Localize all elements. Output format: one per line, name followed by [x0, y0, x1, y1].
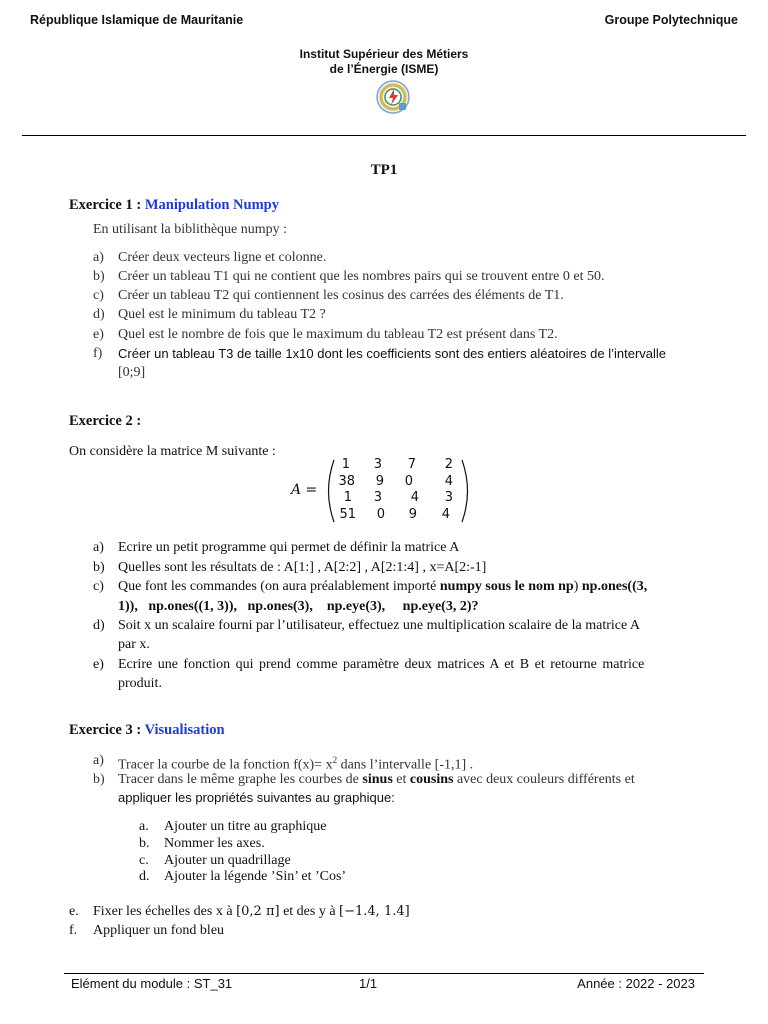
item-label: c): [93, 288, 104, 303]
item-text: Quel est le minimum du tableau T2 ?: [118, 307, 326, 322]
item-text-line1: Ecrire une fonction qui prend comme paramètre deux matrices A et B et retourne matrice: [118, 657, 645, 672]
matrix-cell: 0: [404, 474, 413, 489]
subitem-text: Ajouter un quadrillage: [164, 853, 291, 868]
matrix-cell: 4: [410, 490, 419, 505]
item-text-part: Fixer les échelles des x à: [93, 904, 237, 919]
matrix-cell: 38: [338, 474, 355, 489]
subitem-text: Nommer les axes.: [164, 836, 265, 851]
footer-page-number: 1/1: [359, 976, 378, 991]
item-label: a): [93, 540, 104, 555]
matrix-cell: 2: [444, 457, 453, 472]
math-interval: [0,2 π]: [236, 904, 280, 919]
item-text-line2: appliquer les propriétés suivantes au graphique:: [118, 790, 395, 805]
item-text: Quelles sont les résultats de : A[1:] , A[2:2] , A[2:1:4] , x=A[2:-1]: [118, 560, 487, 575]
exercise2-item-e: [93, 655, 703, 695]
item-text-line2: 1)), np.ones((1, 3)), np.ones(3), np.eye(3), np.eye(3, 2)?: [118, 599, 479, 614]
institute-name-line1: Institut Supérieur des Métiers: [299, 47, 469, 61]
item-text: Ecrire un petit programme qui permet de définir la matrice A: [118, 540, 460, 555]
item-bold-part: numpy sous le nom np: [439, 579, 574, 594]
exercise2-item-d: [93, 616, 703, 656]
header-country: République Islamique de Mauritanie: [30, 13, 244, 27]
subitem-label: b.: [139, 836, 150, 851]
matrix-cell: 3: [373, 490, 382, 505]
item-text-part: dans l’intervalle [-1,1] .: [337, 757, 474, 773]
exercise1-heading: [69, 197, 279, 214]
exponent: 2: [332, 755, 338, 765]
exercise3-heading: [69, 722, 225, 739]
item-label: e.: [69, 904, 79, 919]
item-text-line2: par x.: [118, 637, 150, 652]
item-text-line1: [118, 577, 647, 596]
exercise2-heading: Exercice 2 :: [69, 413, 142, 429]
exercise1-topic: Manipulation Numpy: [144, 197, 279, 213]
item-bold-part: cousins: [409, 772, 454, 787]
item-text-line2: [0;9]: [118, 365, 146, 380]
subitem-label: a.: [139, 819, 149, 834]
subitem-label: c.: [139, 853, 149, 868]
item-text: Appliquer un fond bleu: [93, 923, 225, 938]
matrix-cell: 4: [444, 474, 453, 489]
item-text: Créer deux vecteurs ligne et colonne.: [118, 250, 327, 265]
item-text-part: avec deux couleurs différents et: [453, 772, 635, 787]
matrix-cell: 9: [375, 474, 384, 489]
matrix-cell: 1: [343, 490, 352, 505]
item-text-part: Tracer dans le même graphe les courbes de: [118, 772, 363, 787]
subitem-label: d.: [139, 869, 150, 884]
matrix-a: [290, 457, 480, 523]
item-text-line1: Soit x un scalaire fourni par l’utilisateur, effectuez une multiplication scalaire de la matrice A: [118, 618, 641, 633]
matrix-cell: 0: [376, 507, 385, 522]
item-label: d): [93, 307, 105, 322]
item-label: b): [93, 269, 105, 284]
item-label: e): [93, 327, 104, 342]
matrix-cell: 7: [407, 457, 416, 472]
isme-logo-icon: [375, 79, 411, 115]
item-label: b): [93, 560, 105, 575]
item-label: f): [93, 346, 103, 361]
item-bold-part: np.ones((3,: [581, 579, 648, 594]
item-text: Quel est le nombre de fois que le maximum du tableau T2 est présent dans T2.: [118, 327, 558, 342]
item-text-line2: produit.: [118, 676, 162, 691]
exercise1-prefix: Exercice 1 :: [69, 197, 145, 213]
item-text: Créer un tableau T1 qui ne contient que les nombres pairs qui se trouvent entre 0 et 50.: [118, 269, 605, 284]
item-text-part: ): [573, 579, 582, 594]
item-text: [93, 902, 410, 921]
exercise1-intro: En utilisant la biblithèque numpy :: [93, 222, 288, 237]
exercise2-intro: On considère la matrice M suivante :: [69, 444, 276, 459]
exercise3-prefix: Exercice 3 :: [69, 722, 145, 738]
matrix-cell: 4: [441, 507, 450, 522]
exercise1-item-f: [93, 344, 703, 384]
item-label: d): [93, 618, 105, 633]
item-text-part: Tracer la courbe de la fonction f(x)= x: [118, 757, 333, 773]
subitem-text: Ajouter un titre au graphique: [164, 819, 327, 834]
item-label: c): [93, 579, 104, 594]
footer-year: Année : 2022 - 2023: [577, 976, 695, 991]
math-interval: [−1.4, 1.4]: [339, 904, 410, 919]
institute-name-line2: de l’Énergie (ISME): [329, 62, 439, 76]
item-label: a): [93, 250, 104, 265]
exercise3-topic: Visualisation: [144, 722, 225, 738]
matrix-cell: 3: [373, 457, 382, 472]
item-text-part: et: [392, 772, 410, 787]
footer-divider: [64, 973, 704, 974]
matrix-cell: 9: [408, 507, 417, 522]
exercise2-item-c: [93, 577, 703, 617]
header-divider: [22, 135, 746, 136]
exercise3-item-b: [93, 770, 703, 810]
matrix-label: A =: [291, 482, 318, 498]
item-label: e): [93, 657, 104, 672]
item-bold-part: sinus: [362, 772, 393, 787]
item-text-part: Que font les commandes (on aura préalablement importé: [118, 579, 440, 594]
subitem-text: Ajouter la légende ’Sin’ et ’Cos’: [164, 869, 347, 884]
matrix-cell: 3: [444, 490, 453, 505]
item-label: b): [93, 772, 105, 787]
item-label: a): [93, 753, 104, 768]
item-label: f.: [69, 923, 78, 938]
matrix-cell: 51: [339, 507, 356, 522]
header-group: Groupe Polytechnique: [604, 13, 738, 27]
item-text-part: et des y à: [279, 904, 340, 919]
item-text-line1: [118, 770, 635, 789]
item-text: Créer un tableau T2 qui contiennent les cosinus des carrées des éléments de T1.: [118, 288, 564, 303]
footer-module: Elément du module : ST_31: [71, 976, 233, 991]
matrix-cell: 1: [341, 457, 350, 472]
page-title: TP1: [370, 162, 398, 178]
item-text-line1: Créer un tableau T3 de taille 1x10 dont les coefficients sont des entiers aléatoires de l’intervalle: [118, 346, 667, 361]
